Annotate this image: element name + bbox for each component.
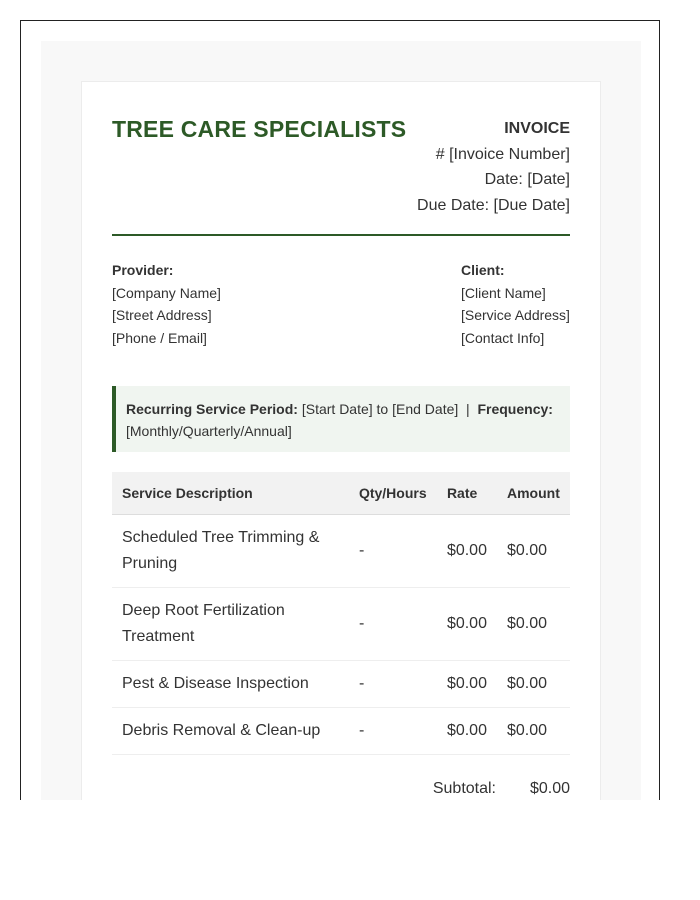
invoice-title: INVOICE (504, 120, 570, 137)
table-row (112, 708, 570, 755)
period-value: [Start Date] to [End Date] (301, 401, 459, 417)
col-header-amount: Amount (497, 472, 570, 515)
col-header-description: Service Description (112, 472, 349, 515)
frequency-value: [Monthly/Quarterly/Annual] (126, 423, 292, 439)
row-qty: - (349, 588, 437, 661)
subtotal-label: Subtotal: (432, 780, 496, 797)
row-description: Debris Removal & Clean-up (112, 708, 349, 755)
invoice-date: Date: [Date] (484, 171, 570, 188)
row-amount: $0.00 (497, 588, 570, 661)
row-description: Scheduled Tree Trimming & Pruning (112, 515, 349, 588)
client-name: [Client Name] (461, 284, 546, 301)
row-description: Deep Root Fertilization Treatment (112, 588, 349, 661)
separator: | (466, 401, 470, 417)
row-rate: $0.00 (437, 708, 497, 755)
invoice-due-date: Due Date: [Due Date] (417, 196, 570, 214)
provider-contact: [Phone / Email] (112, 329, 207, 346)
client-address: [Service Address] (461, 307, 570, 323)
row-qty: - (349, 661, 437, 708)
header-divider (112, 234, 570, 236)
table-row (112, 515, 570, 588)
provider-block (112, 259, 221, 349)
table-row (112, 588, 570, 661)
col-header-qty: Qty/Hours (349, 472, 437, 515)
invoice-number: # [Invoice Number] (435, 145, 570, 163)
table-header-row (112, 472, 570, 515)
row-rate: $0.00 (437, 588, 497, 661)
recurring-service-box (112, 386, 570, 452)
row-rate: $0.00 (437, 515, 497, 588)
frequency-label: Frequency: (477, 401, 553, 417)
row-amount: $0.00 (497, 661, 570, 708)
invoice-sheet (81, 81, 601, 800)
row-qty: - (349, 515, 437, 588)
document-frame (20, 20, 660, 800)
period-label: Recurring Service Period: (126, 401, 298, 417)
provider-company: [Company Name] (112, 284, 221, 301)
col-header-rate: Rate (437, 472, 497, 515)
table-row (112, 661, 570, 708)
services-table (112, 472, 570, 755)
client-contact: [Contact Info] (461, 329, 545, 346)
company-name: TREE CARE SPECIALISTS (112, 116, 407, 142)
row-amount: $0.00 (497, 708, 570, 755)
row-qty: - (349, 708, 437, 755)
page-background (41, 41, 641, 800)
row-description: Pest & Disease Inspection (112, 661, 349, 708)
provider-label: Provider: (112, 262, 174, 278)
row-rate: $0.00 (437, 661, 497, 708)
row-amount: $0.00 (497, 515, 570, 588)
client-label: Client: (461, 262, 505, 278)
subtotal-value: $0.00 (529, 780, 570, 797)
provider-address: [Street Address] (112, 307, 212, 323)
client-block (461, 259, 570, 349)
invoice-meta (417, 116, 570, 218)
